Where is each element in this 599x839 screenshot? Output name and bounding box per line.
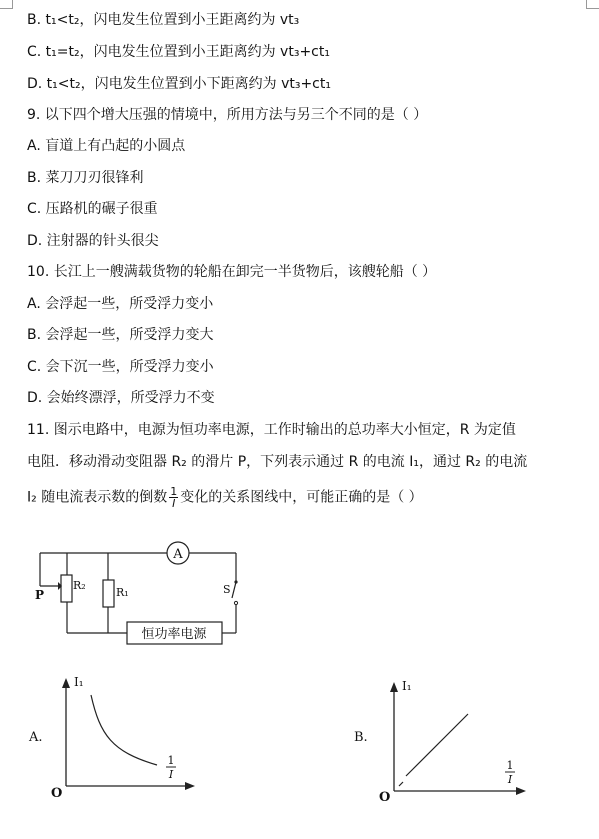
text-line-8: D. 注射器的针头很尖 <box>27 233 159 249</box>
text-line-4: 9. 以下四个增大压强的情境中，所用方法与另三个不同的是（ ） <box>27 107 428 123</box>
switch-label: S <box>223 583 231 596</box>
text-line-1: B. t₁<t₂，闪电发生位置到小王距离约为 vt₃ <box>27 12 300 28</box>
text-line-12: C. 会下沉一些，所受浮力变小 <box>27 359 214 375</box>
graph-a-option-label: A. <box>29 730 43 745</box>
text-line-10: A. 会浮起一些，所受浮力变小 <box>27 296 214 312</box>
text-line-2: C. t₁=t₂，闪电发生位置到小王距离约为 vt₃+ct₁ <box>27 44 330 60</box>
graph-b-y-arrow-icon <box>390 682 398 692</box>
text-line-13: D. 会始终漂浮，所受浮力不变 <box>27 390 215 406</box>
graph-b-xlabel-num: 1 <box>506 759 514 772</box>
line-3-after: 变化的关系图线中，可能正确的是（ ） <box>180 489 423 506</box>
text-line-11: B. 会浮起一些，所受浮力变大 <box>27 327 214 343</box>
r2-label: R₂ <box>73 579 86 592</box>
text-line-6: B. 菜刀刀刃很锋利 <box>27 170 144 186</box>
text-line-5: A. 盲道上有凸起的小圆点 <box>27 138 186 154</box>
graph-b-option-label: B. <box>354 730 368 745</box>
fraction-numerator: 1 <box>170 485 178 498</box>
text-line-9: 10. 长江上一艘满载货物的轮船在卸完一半货物后，该艘轮船（ ） <box>27 264 437 280</box>
graph-b-xlabel-den: I <box>507 773 513 786</box>
graph-a-ylabel: I₁ <box>74 675 84 689</box>
slider-label: P <box>35 588 45 602</box>
graph-a-origin: O <box>51 786 63 801</box>
graph-b-x-arrow-icon <box>516 787 526 795</box>
graph-b-origin: O <box>379 790 391 805</box>
text-line-14: 11. 图示电路中，电源为恒功率电源，工作时输出的总功率大小恒定，R 为定值 <box>27 422 516 438</box>
r1-label: R₁ <box>116 586 129 599</box>
graph-a-xlabel-den: I <box>168 768 174 781</box>
graph-a-xlabel-num: 1 <box>167 754 175 767</box>
text-line-15: 电阻．移动滑动变阻器 R₂ 的滑片 P，下列表示通过 R 的电流 I₁，通过 R₂ 的电流 <box>27 454 528 470</box>
ammeter-label: A <box>173 547 183 562</box>
graph-b-line-dash <box>399 782 403 786</box>
text-line-3: D. t₁<t₂，闪电发生位置到小下距离约为 vt₃+ct₁ <box>27 76 331 92</box>
fraction-denominator: I <box>172 497 176 510</box>
source-label: 恒功率电源 <box>141 627 207 642</box>
graph-b-ylabel: I₁ <box>402 679 412 693</box>
line-3-before: I₂ 随电流表示数的倒数 <box>27 489 168 506</box>
text-line-7: C. 压路机的碾子很重 <box>27 201 158 217</box>
graph-b-line <box>406 714 468 776</box>
